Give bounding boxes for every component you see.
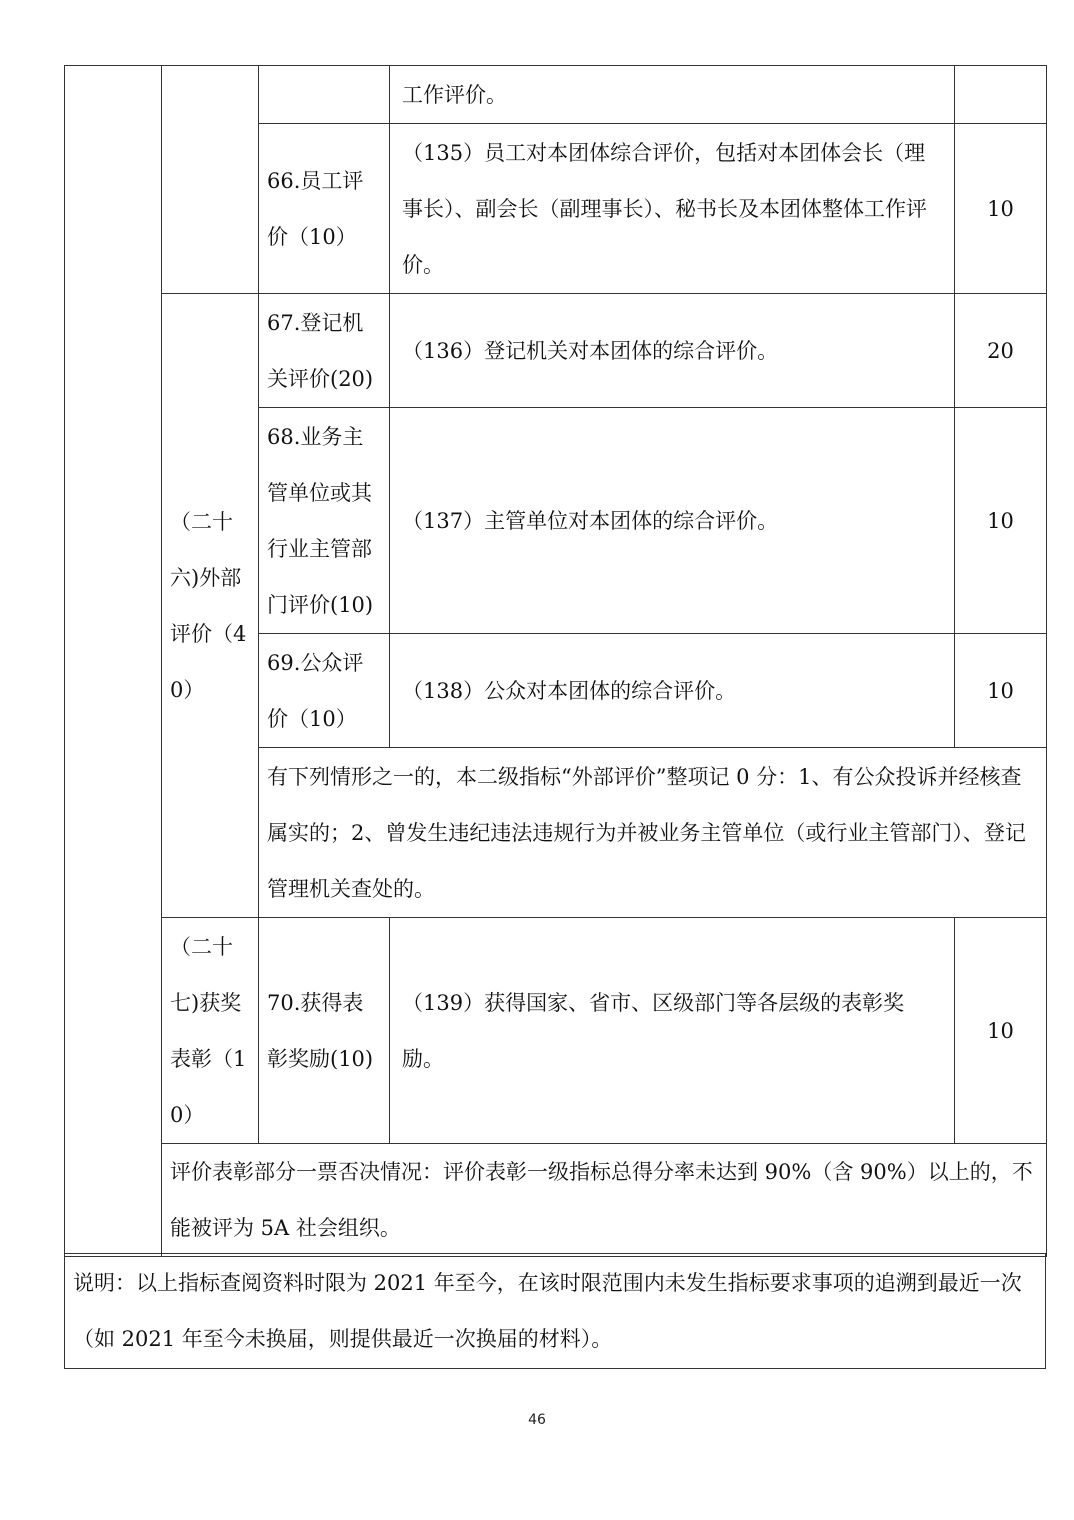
item-description-138: （138）公众对本团体的综合评价。 (390, 634, 955, 748)
item-description-135: （135）员工对本团体综合评价，包括对本团体会长（理事长）、副会长（副理事长）、秘书长及本团体整体工作评价。 (390, 124, 955, 294)
indicator-68: 68.业务主管单位或其行业主管部门评价(10) (259, 408, 390, 634)
level2-continuation-cell (162, 66, 259, 294)
score-66: 10 (955, 124, 1047, 294)
item-description-136: （136）登记机关对本团体的综合评价。 (390, 294, 955, 408)
item-description-139: （139）获得国家、省市、区级部门等各层级的表彰奖励。 (390, 918, 955, 1144)
note-table (64, 1253, 1046, 1369)
indicator-69: 69.公众评价（10） (259, 634, 390, 748)
table-row (65, 918, 1047, 1144)
item-description: 工作评价。 (390, 66, 955, 124)
level2-awards: （二十七)获奖表彰（10） (162, 918, 259, 1144)
score-68: 10 (955, 408, 1047, 634)
table-row (65, 1144, 1047, 1257)
item-description-137: （137）主管单位对本团体的综合评价。 (390, 408, 955, 634)
page-number: 46 (528, 1412, 546, 1428)
veto-evaluation-section: 评价表彰部分一票否决情况：评价表彰一级指标总得分率未达到 90%（含 90%）以上的，不能被评为 5A 社会组织。 (162, 1144, 1047, 1257)
level1-column-cell (65, 66, 162, 1257)
indicator-continuation-cell (259, 66, 390, 124)
score-67: 20 (955, 294, 1047, 408)
table-row (65, 1254, 1046, 1369)
explanation-note: 说明：以上指标查阅资料时限为 2021 年至今，在该时限范围内未发生指标要求事项的追溯到最近一次（如 2021 年至今未换届，则提供最近一次换届的材料）。 (65, 1254, 1046, 1369)
evaluation-table (64, 65, 1047, 1257)
table-row (65, 294, 1047, 408)
veto-external-evaluation: 有下列情形之一的，本二级指标“外部评价”整项记 0 分：1、有公众投诉并经核查属实的；2、曾发生违纪违法违规行为并被业务主管单位（或行业主管部门）、登记管理机关查处的。 (259, 748, 1047, 918)
score-70: 10 (955, 918, 1047, 1144)
table-row (65, 66, 1047, 124)
score-69: 10 (955, 634, 1047, 748)
indicator-70: 70.获得表彰奖励(10) (259, 918, 390, 1144)
indicator-66: 66.员工评价（10） (259, 124, 390, 294)
indicator-67: 67.登记机关评价(20) (259, 294, 390, 408)
score-cell (955, 66, 1047, 124)
level2-external-evaluation: （二十六)外部评价（40） (162, 294, 259, 918)
